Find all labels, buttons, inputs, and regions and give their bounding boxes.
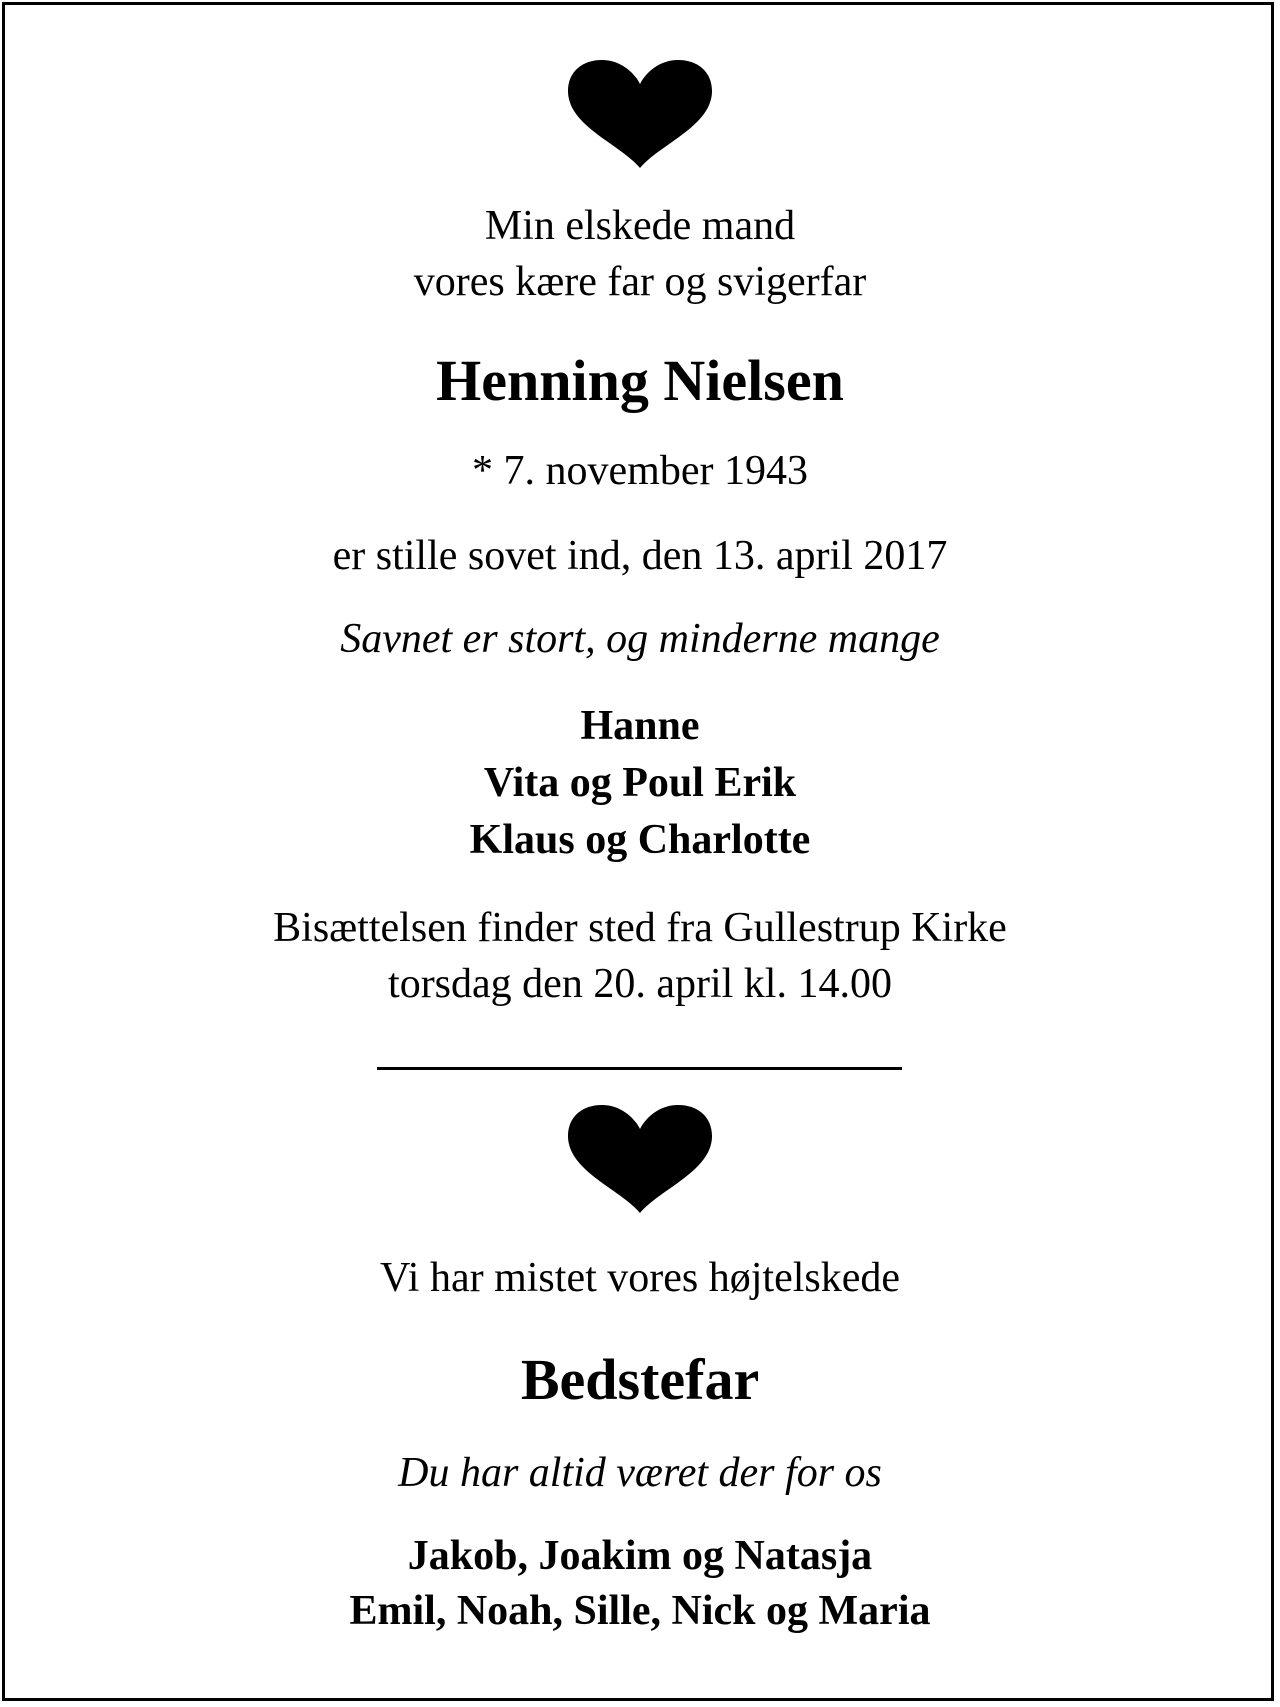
grandchildren-signers: Jakob, Joakim og Natasja: [407, 1533, 873, 1579]
grandfather-title: Bedstefar: [520, 1347, 760, 1412]
grandchildren-tagline: Du har altid været der for os: [398, 1450, 882, 1496]
family-member: Klaus og Charlotte: [469, 817, 811, 863]
intro-line-1: Min elskede mand: [484, 203, 796, 249]
funeral-time: torsdag den 20. april kl. 14.00: [388, 961, 892, 1007]
family-member: Hanne: [580, 703, 700, 749]
birth-date: * 7. november 1943: [472, 448, 808, 494]
family-member: Vita og Poul Erik: [483, 760, 797, 806]
divider-line: [377, 1067, 902, 1070]
death-date: er stille sovet ind, den 13. april 2017: [332, 533, 948, 579]
grandchildren-signers: Emil, Noah, Sille, Nick og Maria: [349, 1588, 931, 1634]
memorial-tagline: Savnet er stort, og minderne mange: [340, 616, 940, 662]
deceased-name: Henning Nielsen: [436, 348, 844, 413]
intro-line-2: vores kære far og svigerfar: [413, 259, 867, 305]
heart-icon: [568, 1105, 712, 1213]
funeral-location: Bisættelsen finder sted fra Gullestrup Kirke: [273, 905, 1007, 951]
grandchildren-intro: Vi har mistet vores højtelskede: [379, 1255, 901, 1301]
heart-icon: [568, 60, 712, 168]
